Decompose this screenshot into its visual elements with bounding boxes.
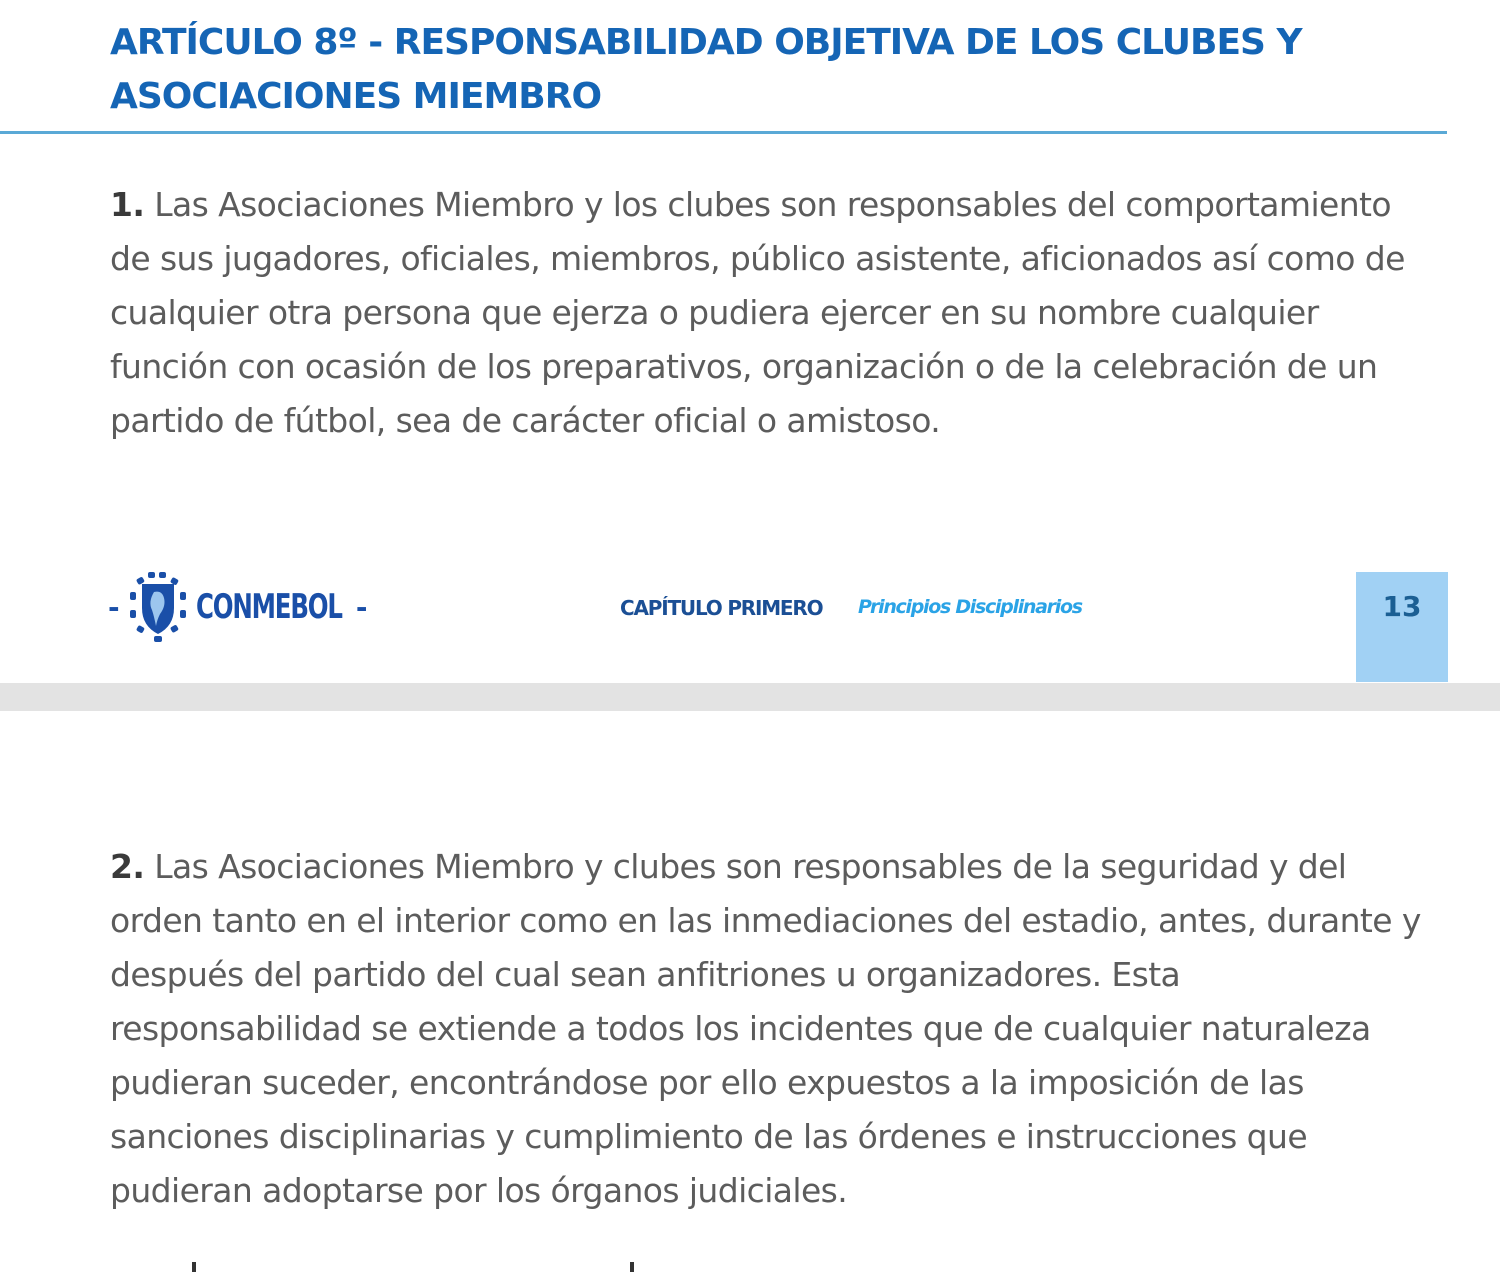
page-number-box: [1356, 572, 1448, 682]
logo-wordmark: CONMEBOL: [195, 587, 342, 627]
article-heading: [110, 16, 1410, 124]
logo-dash-right: -: [355, 590, 368, 624]
article-heading-line-1: ARTÍCULO 8º - RESPONSABILIDAD OBJETIVA DE LOS CLUBES Y: [110, 22, 1302, 63]
paragraph-2: [110, 840, 1440, 1218]
paragraph-text: Las Asociaciones Miembro y los clubes son responsables del comportamiento de sus jugadores, oficiales, miembros, público asistente, aficionados así como de cualquier otra persona que ejerza o pudiera ejercer en su nombre cualquier función con ocasión de los preparativos, organización o de la celebración de un partido de fútbol, sea de carácter oficial o amistoso.: [110, 185, 1405, 440]
paragraph-text: Las Asociaciones Miembro y clubes son responsables de la seguridad y del orden tanto en el interior como en las inmediaciones del estadio, antes, durante y después del partido del cual sean anfitriones u organizadores. Esta responsabilidad se extiende a todos los incidentes que de cualquier naturaleza pudieran suceder, encontrándose por ello expuestos a la imposición de las sanciones disciplinarias y cumplimiento de las órdenes e instrucciones que pudieran adoptarse por los órganos judiciales.: [110, 847, 1421, 1210]
cropped-text-fragment: [630, 1262, 634, 1272]
logo-dash-left: -: [108, 590, 120, 624]
conmebol-shield-icon: [124, 570, 192, 644]
article-heading-line-2: ASOCIACIONES MIEMBRO: [110, 76, 602, 117]
conmebol-logo: [108, 570, 367, 644]
page-number: 13: [1382, 590, 1422, 623]
paragraph-number: 2.: [110, 847, 145, 886]
paragraph-number: 1.: [110, 185, 145, 224]
chapter-subtitle: Principios Disciplinarios: [858, 596, 1082, 618]
page-separator: [0, 683, 1500, 711]
chapter-label: CAPÍTULO PRIMERO: [620, 596, 823, 620]
cropped-text-fragment: [192, 1262, 196, 1272]
paragraph-1: [110, 178, 1440, 448]
heading-divider: [0, 131, 1447, 134]
